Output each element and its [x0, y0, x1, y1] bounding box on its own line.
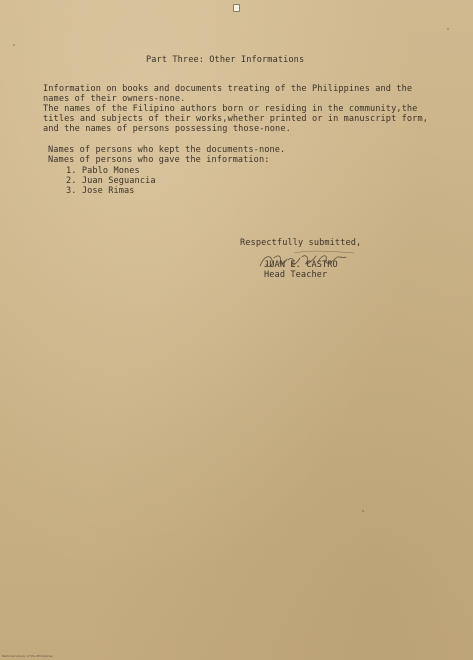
list-item: 3. Jose Rimas — [66, 186, 135, 196]
paragraph-line: The names of the Filipino authors born or residing in the community,the — [43, 104, 418, 114]
paper-speck — [447, 28, 449, 30]
footer-archive-label: National Library of the Philippines — [2, 654, 53, 658]
signatory-title: Head Teacher — [264, 270, 328, 280]
paragraph-line: titles and subjects of their works,whether printed or in manuscript form, — [43, 114, 428, 124]
paragraph-persons — [48, 145, 285, 165]
paper-speck — [13, 44, 15, 46]
binding-hole — [233, 4, 240, 12]
paragraph-line: Names of persons who gave the information: — [48, 155, 270, 165]
section-heading: Part Three: Other Informations — [146, 55, 305, 65]
paragraph-line: and the names of persons possessing those-none. — [43, 124, 291, 134]
paper-speck — [290, 134, 291, 135]
informant-list — [66, 166, 156, 196]
paper-speck — [362, 510, 364, 512]
paragraph-books-documents — [43, 84, 412, 104]
list-item: 2. Juan Seguancia — [66, 176, 156, 186]
closing-line: Respectfully submitted, — [240, 238, 362, 248]
paragraph-line: Information on books and documents treating of the Philippines and the — [43, 84, 413, 94]
paragraph-line: names of their owners-none. — [43, 94, 186, 104]
signatory-name: JUAN E. CASTRO — [264, 260, 338, 270]
paragraph-line: Names of persons who kept the documents-none. — [48, 145, 286, 155]
list-item: 1. Pablo Mones — [66, 166, 140, 176]
paragraph-filipino-authors — [43, 104, 428, 134]
